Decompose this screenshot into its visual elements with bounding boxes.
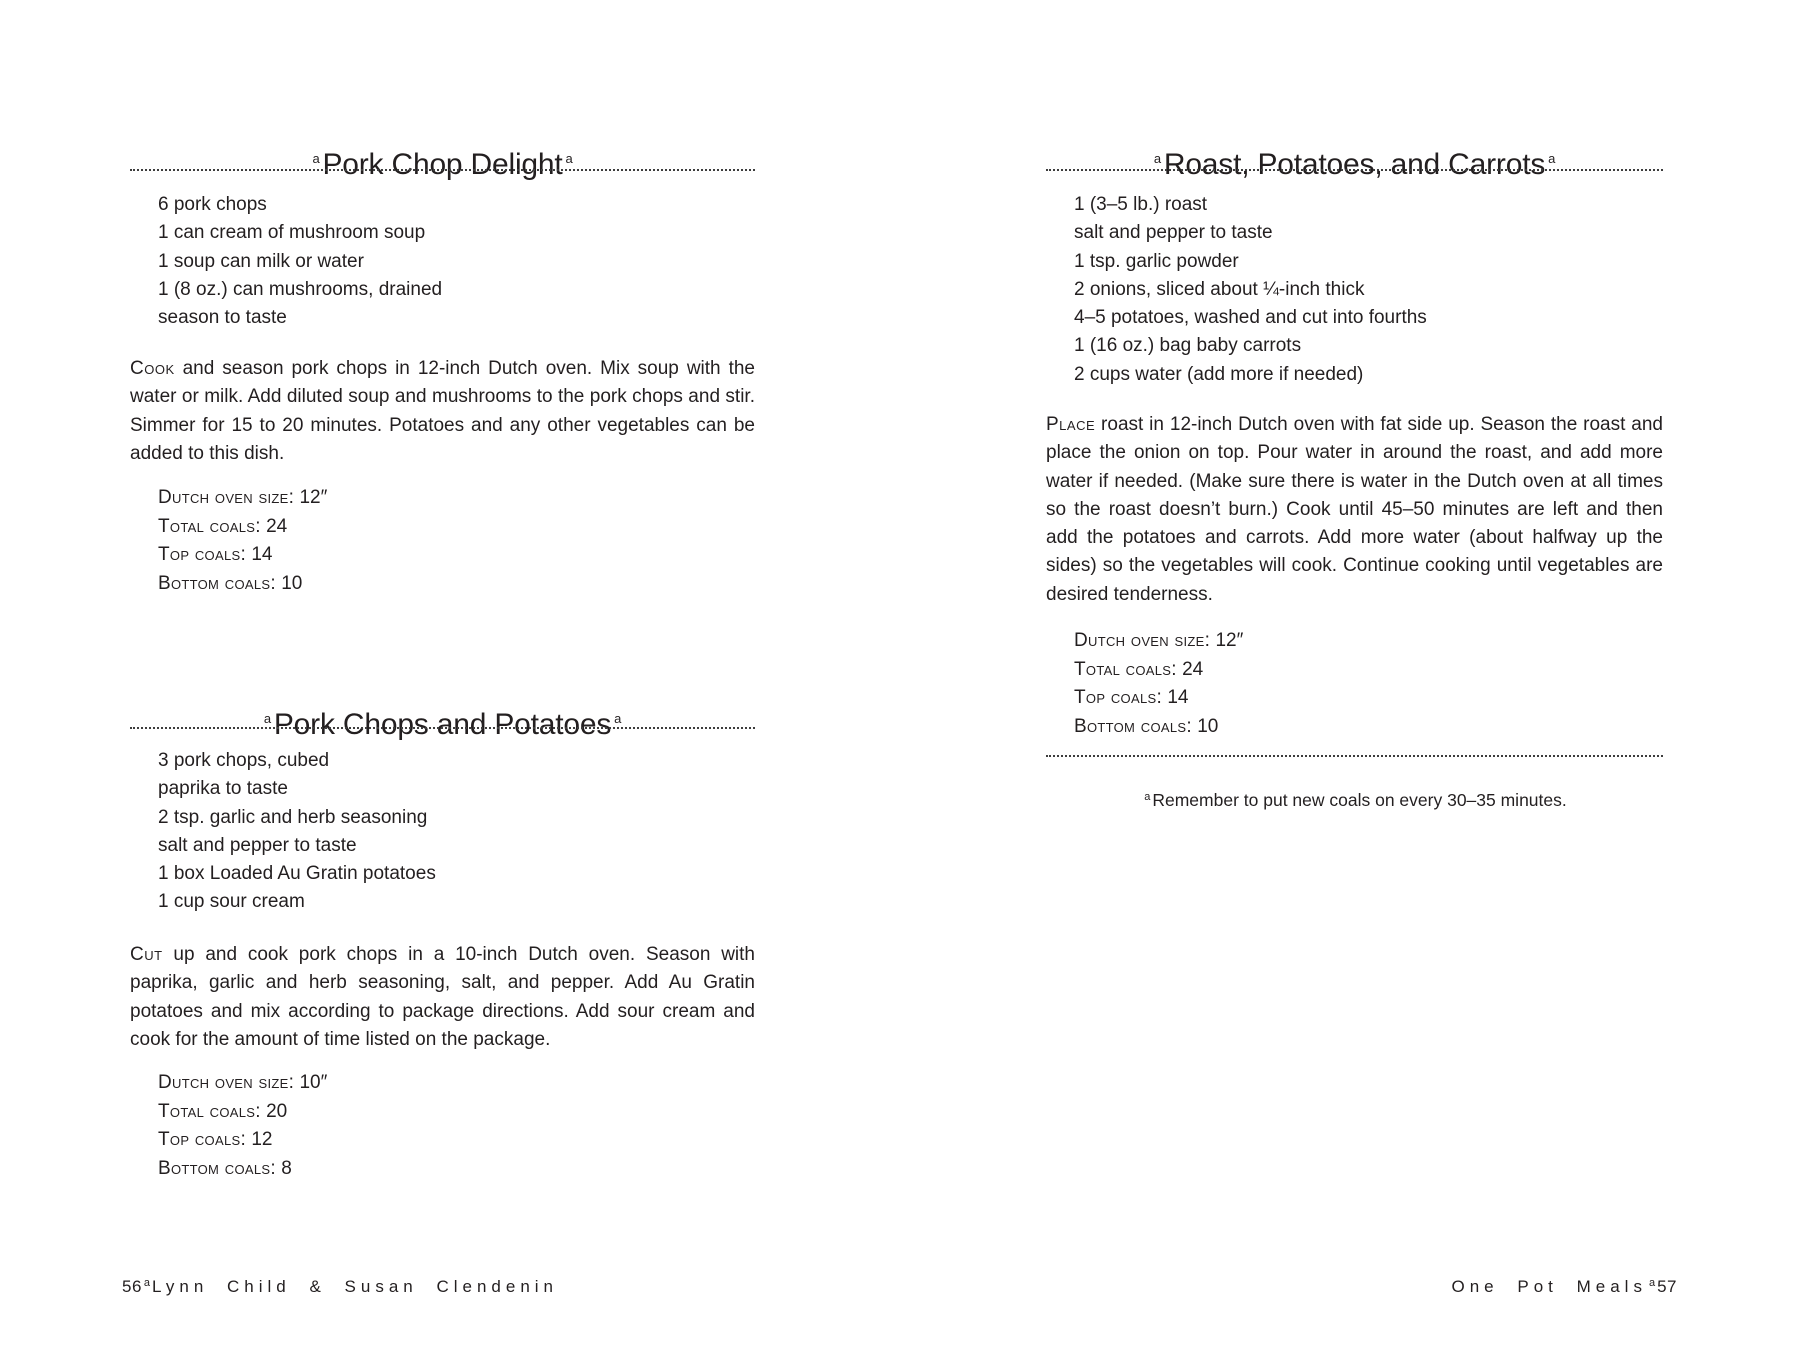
ingredient-line: 3 pork chops, cubed	[158, 750, 330, 771]
instructions-text: and season pork chops in 12-inch Dutch oven. Mix soup with the water or milk. Add diluted soup and mushrooms to the pork chops and stir. Simmer for 15 to 20 minutes. Potatoes and any other vegetables can be added to this dish.	[130, 358, 755, 464]
ingredient-line: 1 can cream of mushroom soup	[158, 222, 426, 244]
stat-label: Total coals:	[158, 1100, 261, 1122]
stat-value: 14	[251, 544, 273, 565]
coals-reminder-note	[1046, 788, 1663, 815]
title-ornament-right: a	[614, 710, 622, 726]
ingredient-list	[130, 191, 755, 332]
ingredient-line: 4–5 potatoes, washed and cut into fourths	[1074, 307, 1427, 329]
instructions-text: up and cook pork chops in a 10-inch Dutch oven. Season with paprika, garlic and herb seasoning, salt, and pepper. Add Au Gratin potatoes and mix according to package directions. Add sour cream and cook for the amount of time listed on the package.	[130, 944, 756, 1050]
stat-line	[158, 1098, 755, 1127]
footer-book-title: One Pot Meals	[1451, 1277, 1647, 1296]
stat-line	[158, 1069, 755, 1098]
stat-line	[158, 570, 755, 599]
stat-value: 14	[1167, 687, 1189, 708]
stat-label: Dutch oven size:	[158, 1072, 295, 1093]
ingredient-line: salt and pepper to taste	[158, 834, 357, 856]
stat-label: Bottom coals:	[158, 1157, 276, 1179]
stat-label: Total coals:	[158, 515, 261, 537]
ingredient-line: 2 cups water (add more if needed)	[1074, 363, 1364, 385]
dotted-rule	[130, 727, 755, 729]
page-left	[130, 0, 755, 1350]
recipe-title-text: Roast, Potatoes, and Carrots	[1163, 147, 1546, 181]
note-text: Remember to put new coals on every 30–35 minutes.	[1152, 789, 1567, 810]
title-ornament-left: a	[263, 710, 271, 726]
stats-list	[130, 484, 755, 598]
footer-ornament: a	[143, 1277, 151, 1289]
stat-line	[158, 1126, 755, 1155]
stat-label: Top coals:	[158, 1129, 247, 1150]
instructions-lead-word: Cut	[130, 944, 163, 965]
ingredient-list	[130, 747, 755, 917]
ingredient-line: 1 (16 oz.) bag baby carrots	[1074, 335, 1302, 357]
instructions-lead-word: Place	[1046, 414, 1096, 435]
instructions-text: roast in 12-inch Dutch oven with fat side up. Season the roast and place the onion on top. Pour water in around the roast, and add more water if needed. (Make sure there is water in the Dutch oven at all times so the roast doesn’t burn.) Cook until 45–50 minutes are left and then add the potatoes and carrots. Add more water (about halfway up the sides) so the vegetables will cook. Continue cooking until vegetables are desired tenderness.	[1046, 414, 1664, 605]
dotted-rule	[130, 169, 755, 171]
recipe-title-text: Pork Chop Delight	[322, 147, 563, 181]
ingredient-line: 6 pork chops	[158, 194, 267, 215]
stat-value: 20	[266, 1100, 288, 1122]
page-number: 56	[122, 1277, 142, 1296]
note-ornament: a	[1144, 790, 1151, 803]
ingredient-line: 1 box Loaded Au Gratin potatoes	[158, 863, 436, 885]
stat-line	[1074, 627, 1663, 656]
instructions-lead-word: Cook	[130, 358, 175, 379]
stat-line	[1074, 684, 1663, 713]
ingredient-line: season to taste	[158, 307, 287, 329]
stat-value: 24	[1182, 658, 1204, 680]
stat-value: 10	[1197, 715, 1219, 737]
ingredient-line: 1 soup can milk or water	[158, 250, 364, 272]
dotted-rule	[1046, 169, 1663, 171]
recipe-title-text: Pork Chops and Potatoes	[273, 707, 612, 741]
recipe-title	[130, 147, 755, 188]
stat-value: 24	[266, 515, 288, 537]
stat-line	[158, 484, 755, 513]
stat-value: 10	[281, 572, 303, 594]
stats-list	[1046, 627, 1663, 741]
stat-label: Top coals:	[158, 544, 247, 565]
stat-label: Top coals:	[1074, 687, 1163, 708]
stat-label: Total coals:	[1074, 658, 1177, 680]
stats-list	[130, 1069, 755, 1183]
footer-authors: Lynn Child & Susan Clendenin	[152, 1277, 559, 1296]
instructions-paragraph	[1046, 411, 1663, 609]
stat-line	[158, 1155, 755, 1184]
ingredient-line: 1 tsp. garlic powder	[1074, 250, 1239, 272]
ingredient-line: salt and pepper to taste	[1074, 222, 1273, 244]
title-ornament-left: a	[1153, 150, 1161, 166]
footer-left	[122, 1277, 558, 1297]
stat-line	[158, 541, 755, 570]
ingredient-line: 2 onions, sliced about ¼-inch thick	[1074, 278, 1365, 300]
ingredient-list	[1046, 191, 1663, 389]
page-number: 57	[1657, 1277, 1677, 1296]
stat-value: 12″	[299, 487, 328, 508]
recipe-title	[1046, 147, 1663, 188]
stat-label: Bottom coals:	[1074, 715, 1192, 737]
stat-line	[158, 513, 755, 542]
stat-line	[1074, 713, 1663, 742]
stat-label: Dutch oven size:	[158, 487, 295, 508]
ingredient-line: paprika to taste	[158, 778, 288, 800]
title-ornament-right: a	[565, 150, 573, 166]
dotted-rule	[1046, 755, 1663, 757]
ingredient-line: 2 tsp. garlic and herb seasoning	[158, 806, 428, 828]
page-right	[1046, 0, 1663, 1350]
stat-value: 10″	[299, 1072, 328, 1093]
instructions-paragraph	[130, 941, 755, 1054]
stat-line	[1074, 656, 1663, 685]
ingredient-line: 1 cup sour cream	[158, 891, 305, 913]
stat-label: Dutch oven size:	[1074, 630, 1211, 651]
stat-label: Bottom coals:	[158, 572, 276, 594]
title-ornament-left: a	[312, 150, 320, 166]
footer-right	[1452, 1277, 1678, 1297]
footer-ornament: a	[1648, 1277, 1656, 1289]
instructions-paragraph	[130, 355, 755, 468]
stat-value: 8	[281, 1157, 292, 1179]
ingredient-line: 1 (8 oz.) can mushrooms, drained	[158, 278, 443, 300]
stat-value: 12″	[1215, 630, 1244, 651]
ingredient-line: 1 (3–5 lb.) roast	[1074, 194, 1208, 215]
title-ornament-right: a	[1548, 150, 1556, 166]
stat-value: 12	[251, 1129, 273, 1150]
